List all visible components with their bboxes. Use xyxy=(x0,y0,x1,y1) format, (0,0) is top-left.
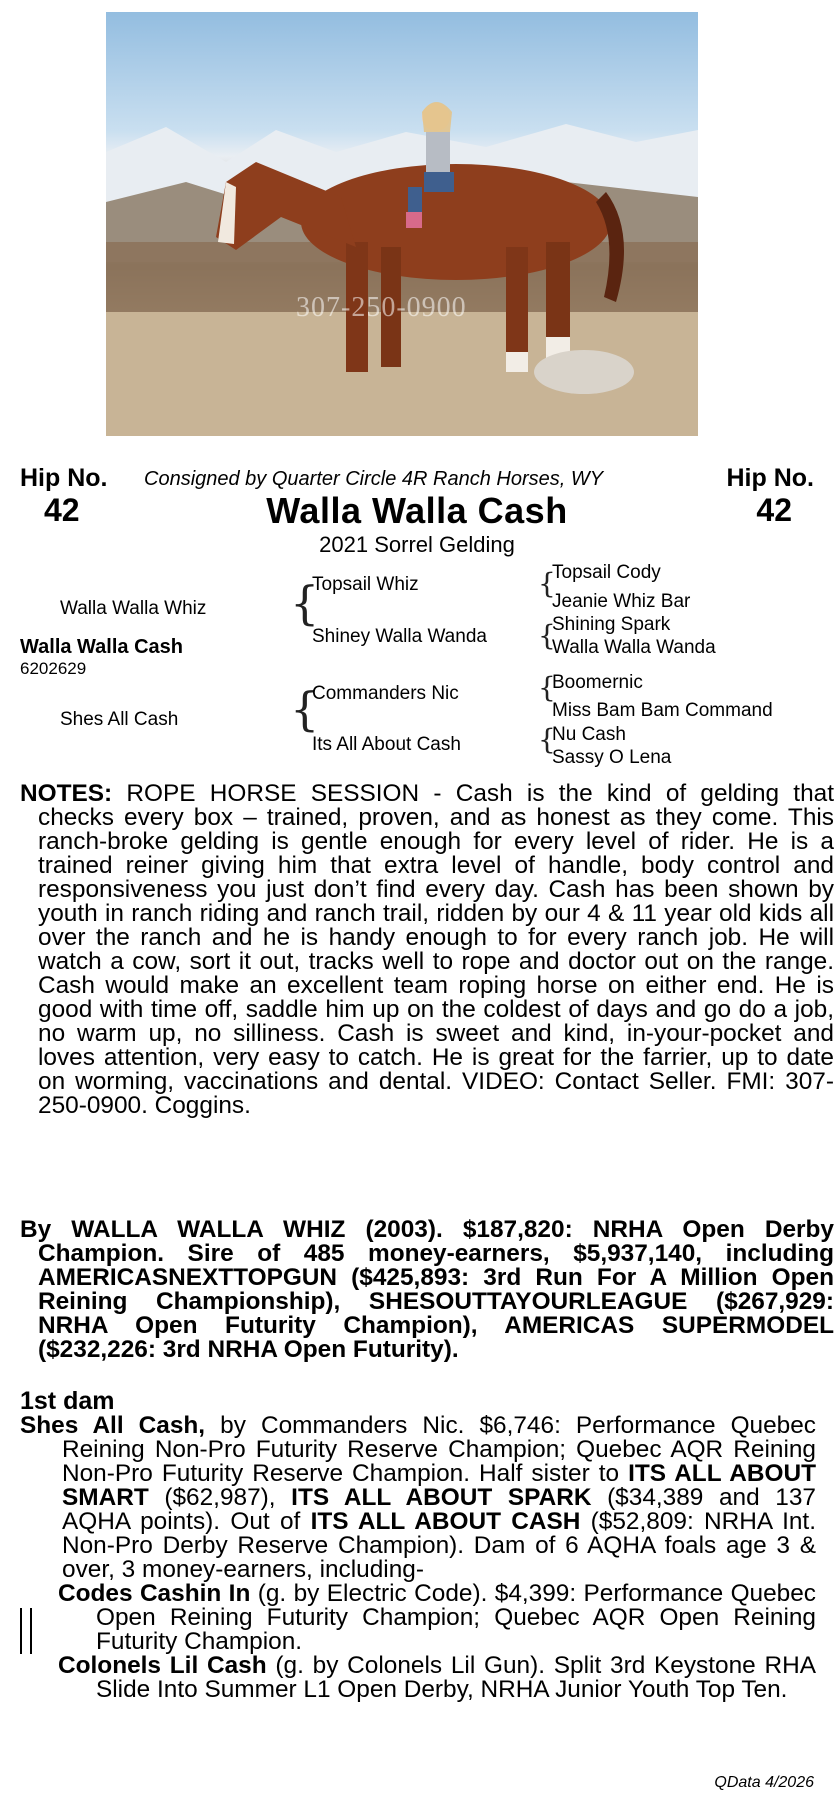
pedigree-sd-dam: Walla Walla Wanda xyxy=(552,637,716,658)
foal-text: (g. by Electric Code). $4,399: Performance Quebec Open Reining Futurity Champion; Quebec AQR Open Reining Futurity Champion. xyxy=(96,1580,816,1655)
notes-text: ROPE HORSE SESSION - Cash is the kind of gelding that checks every box – trained, proven, and as honest as they come. This ranch-broke gelding is gentle enough for every level of rider. He is a trained reiner giving him that extra level of handle, body control and responsiveness you just don’t find every day. Cash has been shown by youth in ranch riding and ranch trail, ridden by our 4 & 11 year old kids all over the ranch and he is handy enough to for every ranch job. He will watch a cow, sort it out, tracks well to rope and doctor out on the range. Cash would make an excellent team roping horse on either end. He is good with time off, saddle him up on the coldest of days and go do a job, no warm up, no silliness. Cash is sweet and kind, in-your-pocket and loves attention, very easy to catch. He is great for the farrier, up to date on worming, vaccinations and dental. VIDEO: Contact Seller. FMI: 307-250-0900. Coggins. xyxy=(38,780,834,1119)
horse-name-title: Walla Walla Cash xyxy=(266,490,568,531)
half-sibling-name: ITS ALL ABOUT SPARK xyxy=(291,1484,592,1511)
first-dam-text: ($52,809: NRHA Int. Non-Pro Derby Reserve Champion). Dam of 6 AQHA foals age 3 & over, 3 money-earners, including- xyxy=(62,1508,816,1583)
pedigree-dam-dam: Its All About Cash xyxy=(312,734,461,755)
brace-icon: { xyxy=(538,723,556,756)
qdata-footer: QData 4/2026 xyxy=(714,1774,814,1791)
foal-entry xyxy=(20,1654,816,1702)
first-dam-name: Shes All Cash, xyxy=(20,1412,206,1439)
hip-label-right: Hip No. xyxy=(726,464,814,492)
pedigree-ds-sire: Boomernic xyxy=(552,672,643,693)
pedigree-sd-sire: Shining Spark xyxy=(552,614,671,635)
hip-number-left: 42 xyxy=(44,492,80,528)
notes-paragraph xyxy=(20,782,834,1118)
first-dam-text: by Commanders Nic. $6,746: Performance Quebec Reining Non-Pro Futurity Reserve Champion; Quebec AQR Reining Non-Pro Futurity Reserve Champion. Half sister to xyxy=(62,1412,817,1487)
pedigree-ss-sire: Topsail Cody xyxy=(552,562,661,583)
pedigree-dd-sire: Nu Cash xyxy=(552,724,626,745)
brace-icon: { xyxy=(538,671,556,704)
pedigree-sire-dam: Shiney Walla Wanda xyxy=(312,626,487,647)
pedigree-dam-sire: Commanders Nic xyxy=(312,683,459,704)
phone-watermark: 307-250-0900 xyxy=(296,292,467,323)
grand-dam-name: ITS ALL ABOUT CASH xyxy=(310,1508,581,1535)
brace-icon: { xyxy=(290,576,320,630)
brace-icon: { xyxy=(538,567,556,600)
pedigree-sire: Walla Walla Whiz xyxy=(60,598,207,619)
first-dam-text: ($62,987), xyxy=(148,1484,292,1511)
double-bar-mark xyxy=(20,1608,32,1654)
brace-icon: { xyxy=(290,682,320,736)
registration-number: 6202629 xyxy=(20,659,87,678)
foal-name: Colonels Lil Cash xyxy=(58,1652,267,1679)
first-dam-heading: 1st dam xyxy=(20,1387,115,1415)
foal-list xyxy=(20,1582,816,1702)
photo-illustration xyxy=(106,12,698,436)
foal-text: (g. by Colonels Lil Gun). Split 3rd Keystone RHA Slide Into Summer L1 Open Derby, NRHA Junior Youth Top Ten. xyxy=(96,1652,816,1703)
consignor-line: Consigned by Quarter Circle 4R Ranch Horses, WY xyxy=(144,468,604,490)
half-sibling-name: ITS ALL ABOUT SMART xyxy=(62,1460,817,1511)
foal-name: Codes Cashin In xyxy=(58,1580,251,1607)
brace-icon: { xyxy=(538,619,556,652)
hip-number-right: 42 xyxy=(756,492,792,528)
sire-paragraph: By WALLA WALLA WHIZ (2003). $187,820: NRHA Open Derby Champion. Sire of 485 money-earners, $5,937,140, including AMERICASNEXTTOPGUN ($425,893: 3rd Run For A Million Open Reining Championship), SHESOUTTAYOURLEAGUE ($267,929: NRHA Open Futurity Champion), AMERICAS SUPERMODEL ($232,226: 3rd NRHA Open Futurity). xyxy=(20,1216,834,1363)
first-dam-text: ($34,389 and 137 AQHA points). Out of xyxy=(62,1484,816,1535)
pedigree-subject: Walla Walla Cash xyxy=(20,636,184,658)
pedigree-dd-dam: Sassy O Lena xyxy=(552,747,672,768)
pedigree-ds-dam: Miss Bam Bam Command xyxy=(552,700,773,721)
pedigree-ss-dam: Jeanie Whiz Bar xyxy=(552,591,691,612)
hip-label-left: Hip No. xyxy=(20,464,108,492)
foal-entry xyxy=(20,1582,816,1654)
horse-photo xyxy=(106,12,698,436)
first-dam-section xyxy=(20,1414,816,1702)
pedigree-sire-sire: Topsail Whiz xyxy=(312,574,419,595)
pedigree-dam: Shes All Cash xyxy=(60,709,179,730)
horse-description: 2021 Sorrel Gelding xyxy=(319,532,515,557)
notes-label: NOTES: xyxy=(20,780,113,807)
first-dam-paragraph xyxy=(20,1414,816,1582)
